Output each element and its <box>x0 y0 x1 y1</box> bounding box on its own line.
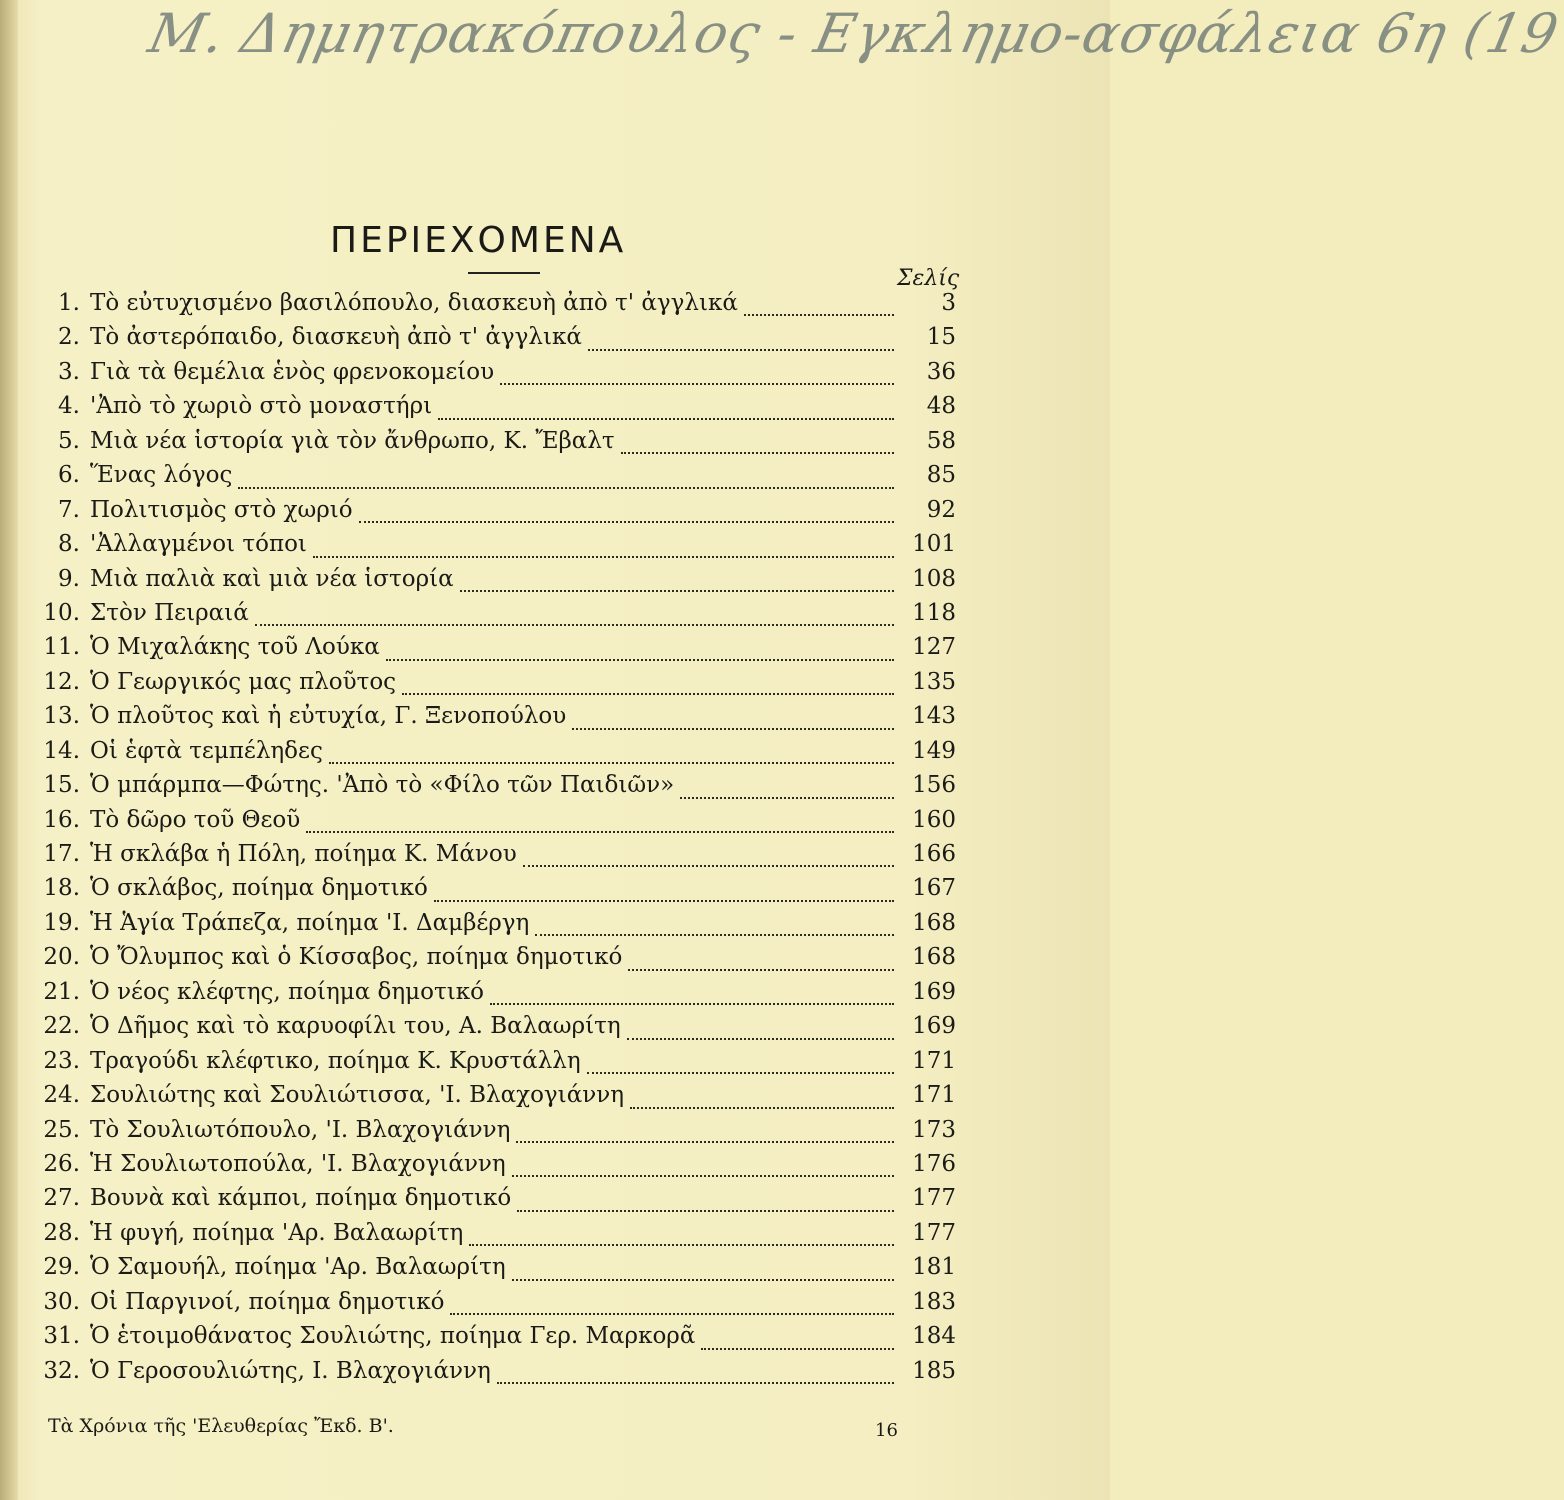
toc-entry-number: 1. <box>58 290 80 316</box>
toc-entry-page: 181 <box>912 1254 956 1281</box>
dot-leader <box>329 762 894 764</box>
toc-entry-number: 16. <box>43 806 80 833</box>
signature-number: 16 <box>875 1420 898 1441</box>
toc-entry-number: 9. <box>58 565 80 592</box>
toc-entry-title: Τὸ δῶρο τοῦ Θεοῦ <box>90 806 301 833</box>
toc-entry-title: Ἡ Ἁγία Τράπεζα, ποίημα 'Ι. Δαμβέργη <box>90 909 530 936</box>
toc-entry <box>28 1185 968 1219</box>
dot-leader <box>516 1141 894 1143</box>
toc-entry-title: Γιὰ τὰ θεμέλια ἑνὸς φρενοκομείου <box>90 358 495 385</box>
toc-entry-number: 21. <box>43 978 80 1005</box>
toc-entry-page: 168 <box>912 944 956 971</box>
toc-entry <box>28 324 968 358</box>
dot-leader <box>621 452 894 454</box>
toc-entry-number: 24. <box>43 1082 80 1109</box>
toc-entry-page: 166 <box>912 841 956 867</box>
toc-entry-page: 171 <box>912 1047 956 1074</box>
dot-leader <box>744 314 894 316</box>
toc-entry-page: 183 <box>912 1288 956 1315</box>
toc-entry <box>28 875 968 909</box>
toc-entry-number: 2. <box>58 324 80 351</box>
toc-entry-number: 15. <box>43 772 80 799</box>
toc-entry-number: 26. <box>43 1150 80 1177</box>
toc-entry-number: 29. <box>43 1254 80 1281</box>
table-of-contents <box>28 290 968 1392</box>
toc-entry <box>28 738 968 772</box>
toc-entry-title: Οἱ ἑφτὰ τεμπέληδες <box>90 737 323 764</box>
toc-entry-page: 184 <box>912 1323 956 1350</box>
toc-entry-title: Ἡ σκλάβα ἡ Πόλη, ποίημα Κ. Μάνου <box>90 841 517 867</box>
toc-entry-page: 173 <box>912 1116 956 1143</box>
toc-entry <box>28 497 968 531</box>
toc-entry-title: Ἡ φυγή, ποίημα 'Αρ. Βαλαωρίτη <box>90 1219 464 1246</box>
dot-leader <box>628 969 894 971</box>
dot-leader <box>255 624 894 626</box>
toc-entry-page: 149 <box>912 737 956 764</box>
toc-entry-page: 160 <box>912 806 956 833</box>
toc-entry <box>28 1289 968 1323</box>
dot-leader <box>402 693 894 695</box>
toc-entry <box>28 1013 968 1047</box>
toc-entry-title: Ὁ μπάρμπα—Φώτης. 'Ἀπὸ τὸ «Φίλο τῶν Παιδιῶν» <box>90 772 675 799</box>
toc-entry-page: 3 <box>941 290 956 316</box>
toc-entry-title: Τραγούδι κλέφτικο, ποίημα Κ. Κρυστάλλη <box>90 1047 581 1074</box>
page-column-heading: Σελίς <box>897 266 960 291</box>
handwritten-note <box>0 0 1564 110</box>
toc-entry-number: 25. <box>43 1116 80 1143</box>
toc-entry-number: 10. <box>43 599 80 626</box>
dot-leader <box>460 590 894 592</box>
dot-leader <box>630 1107 894 1109</box>
toc-entry-number: 19. <box>43 909 80 936</box>
toc-entry-title: Ὁ Γεωργικός μας πλοῦτος <box>90 668 397 695</box>
toc-entry <box>28 979 968 1013</box>
toc-entry-page: 168 <box>912 909 956 936</box>
dot-leader <box>450 1313 894 1315</box>
dot-leader <box>588 349 894 351</box>
toc-entry-title: Ὁ Γεροσουλιώτης, Ι. Βλαχογιάννη <box>90 1357 491 1384</box>
toc-entry <box>28 359 968 393</box>
toc-entry-title: 'Ἀλλαγμένοι τόποι <box>90 531 307 558</box>
dot-leader <box>306 831 894 833</box>
toc-entry-number: 8. <box>58 531 80 558</box>
toc-entry <box>28 1220 968 1254</box>
toc-entry-number: 31. <box>43 1323 80 1350</box>
toc-entry-title: Ὁ Μιχαλάκης τοῦ Λούκα <box>90 634 380 661</box>
dot-leader <box>523 865 894 867</box>
toc-entry-number: 22. <box>43 1013 80 1040</box>
toc-entry-number: 28. <box>43 1219 80 1246</box>
toc-entry <box>28 1358 968 1392</box>
toc-entry-page: 85 <box>926 462 956 489</box>
toc-entry-number: 30. <box>43 1288 80 1315</box>
toc-entry-page: 177 <box>912 1185 956 1212</box>
toc-entry-title: Πολιτισμὸς στὸ χωριό <box>90 496 353 523</box>
toc-entry-page: 169 <box>912 978 956 1005</box>
toc-entry-title: 'Ἀπὸ τὸ χωριὸ στὸ μοναστήρι <box>90 393 433 420</box>
toc-entry-title: Ἡ Σουλιωτοπούλα, 'Ι. Βλαχογιάννη <box>90 1150 506 1177</box>
toc-entry-title: Ὁ Ὄλυμπος καὶ ὁ Κίσσαβος, ποίημα δημοτικό <box>90 944 623 971</box>
toc-entry-page: 118 <box>912 599 956 626</box>
toc-entry-number: 13. <box>43 703 80 730</box>
toc-entry <box>28 600 968 634</box>
page-spine-shadow <box>0 0 18 1500</box>
dot-leader <box>587 1072 894 1074</box>
toc-entry-number: 7. <box>58 496 80 523</box>
toc-entry-title: Βουνὰ καὶ κάμποι, ποίημα δημοτικό <box>90 1185 512 1212</box>
toc-entry <box>28 1117 968 1151</box>
dot-leader <box>313 556 894 558</box>
toc-entry <box>28 703 968 737</box>
toc-entry <box>28 669 968 703</box>
toc-entry <box>28 807 968 841</box>
toc-entry-title: Ὁ Σαμουήλ, ποίημα 'Αρ. Βαλαωρίτη <box>90 1254 506 1281</box>
toc-entry <box>28 1151 968 1185</box>
toc-entry <box>28 1323 968 1357</box>
toc-entry-page: 167 <box>912 875 956 902</box>
toc-entry-number: 27. <box>43 1185 80 1212</box>
dot-leader <box>701 1348 894 1350</box>
dot-leader <box>469 1244 894 1246</box>
toc-entry-title: Τὸ εὐτυχισμένο βασιλόπουλο, διασκευὴ ἀπὸ τ' ἀγγλικά <box>90 290 738 316</box>
toc-entry <box>28 1082 968 1116</box>
toc-entry-number: 3. <box>58 358 80 385</box>
toc-entry <box>28 531 968 565</box>
dot-leader <box>359 521 894 523</box>
dot-leader <box>517 1210 894 1212</box>
title-divider <box>468 272 540 274</box>
toc-entry-number: 11. <box>43 634 80 661</box>
toc-entry-title: Ὁ σκλάβος, ποίημα δημοτικό <box>90 875 428 902</box>
dot-leader <box>490 1003 894 1005</box>
toc-entry <box>28 841 968 875</box>
toc-entry-title: Ὁ νέος κλέφτης, ποίημα δημοτικό <box>90 978 484 1005</box>
dot-leader <box>500 383 894 385</box>
toc-entry <box>28 944 968 978</box>
dot-leader <box>497 1382 894 1384</box>
toc-entry-page: 92 <box>926 496 956 523</box>
toc-entry-title: Σουλιώτης καὶ Σουλιώτισσα, 'Ι. Βλαχογιάννη <box>90 1082 624 1109</box>
dot-leader <box>512 1175 894 1177</box>
toc-entry-title: Μιὰ νέα ἱστορία γιὰ τὸν ἄνθρωπο, Κ. Ἔβαλτ <box>90 427 615 454</box>
dot-leader <box>238 487 894 489</box>
toc-entry-page: 101 <box>912 531 956 558</box>
dot-leader <box>572 728 894 730</box>
toc-entry <box>28 772 968 806</box>
toc-entry-title: Οἱ Παργινοί, ποίημα δημοτικό <box>90 1288 445 1315</box>
toc-entry <box>28 290 968 324</box>
toc-entry-page: 185 <box>912 1357 956 1384</box>
toc-entry-page: 127 <box>912 634 956 661</box>
toc-entry-title: Ἕνας λόγος <box>90 462 233 489</box>
toc-entry-title: Τὸ Σουλιωτόπουλο, 'Ι. Βλαχογιάννη <box>90 1116 511 1143</box>
toc-entry <box>28 910 968 944</box>
toc-entry <box>28 1254 968 1288</box>
toc-entry <box>28 1048 968 1082</box>
toc-entry-page: 58 <box>926 427 956 454</box>
toc-entry-page: 108 <box>912 565 956 592</box>
toc-entry-number: 4. <box>58 393 80 420</box>
footer-text: Τὰ Χρόνια τῆς 'Ελευθερίας Ἔκδ. Β'. <box>48 1415 394 1437</box>
toc-entry-number: 32. <box>43 1357 80 1384</box>
toc-entry-number: 14. <box>43 737 80 764</box>
toc-entry <box>28 566 968 600</box>
toc-entry-number: 12. <box>43 668 80 695</box>
toc-entry-title: Ὁ ἑτοιμοθάνατος Σουλιώτης, ποίημα Γερ. Μαρκορᾶ <box>90 1323 696 1350</box>
toc-entry-page: 176 <box>912 1150 956 1177</box>
dot-leader <box>434 900 894 902</box>
toc-entry-page: 156 <box>912 772 956 799</box>
toc-entry-page: 135 <box>912 668 956 695</box>
toc-entry-number: 5. <box>58 427 80 454</box>
dot-leader <box>438 418 894 420</box>
toc-entry-page: 177 <box>912 1219 956 1246</box>
page-title: ΠΕΡΙΕΧΟΜΕΝΑ <box>330 220 627 261</box>
dot-leader <box>680 797 894 799</box>
dot-leader <box>512 1279 894 1281</box>
toc-entry-number: 18. <box>43 875 80 902</box>
toc-entry <box>28 462 968 496</box>
toc-entry-title: Μιὰ παλιὰ καὶ μιὰ νέα ἱστορία <box>90 565 454 592</box>
toc-entry-title: Ὁ Δῆμος καὶ τὸ καρυοφίλι του, Α. Βαλαωρίτη <box>90 1013 621 1040</box>
toc-entry-page: 171 <box>912 1082 956 1109</box>
toc-entry-title: Ὁ πλοῦτος καὶ ἡ εὐτυχία, Γ. Ξενοπούλου <box>90 703 567 730</box>
toc-entry-number: 6. <box>58 462 80 489</box>
dot-leader <box>535 934 894 936</box>
handwritten-note-text: Μ. Δημητρακόπουλος - Εγκλημο-ασφάλεια 6η (19 <box>143 2 1564 65</box>
dot-leader <box>386 659 894 661</box>
toc-entry-title: Τὸ ἀστερόπαιδο, διασκευὴ ἀπὸ τ' ἀγγλικά <box>90 324 582 351</box>
toc-entry-number: 17. <box>43 841 80 867</box>
toc-entry-page: 169 <box>912 1013 956 1040</box>
toc-entry-page: 15 <box>926 324 956 351</box>
toc-entry <box>28 428 968 462</box>
toc-entry-page: 36 <box>926 358 956 385</box>
toc-entry <box>28 393 968 427</box>
toc-entry-number: 20. <box>43 944 80 971</box>
toc-entry-page: 143 <box>912 703 956 730</box>
toc-entry-title: Στὸν Πειραιά <box>90 599 249 626</box>
toc-entry-page: 48 <box>926 393 956 420</box>
dot-leader <box>627 1038 894 1040</box>
toc-entry <box>28 634 968 668</box>
toc-entry-number: 23. <box>43 1047 80 1074</box>
